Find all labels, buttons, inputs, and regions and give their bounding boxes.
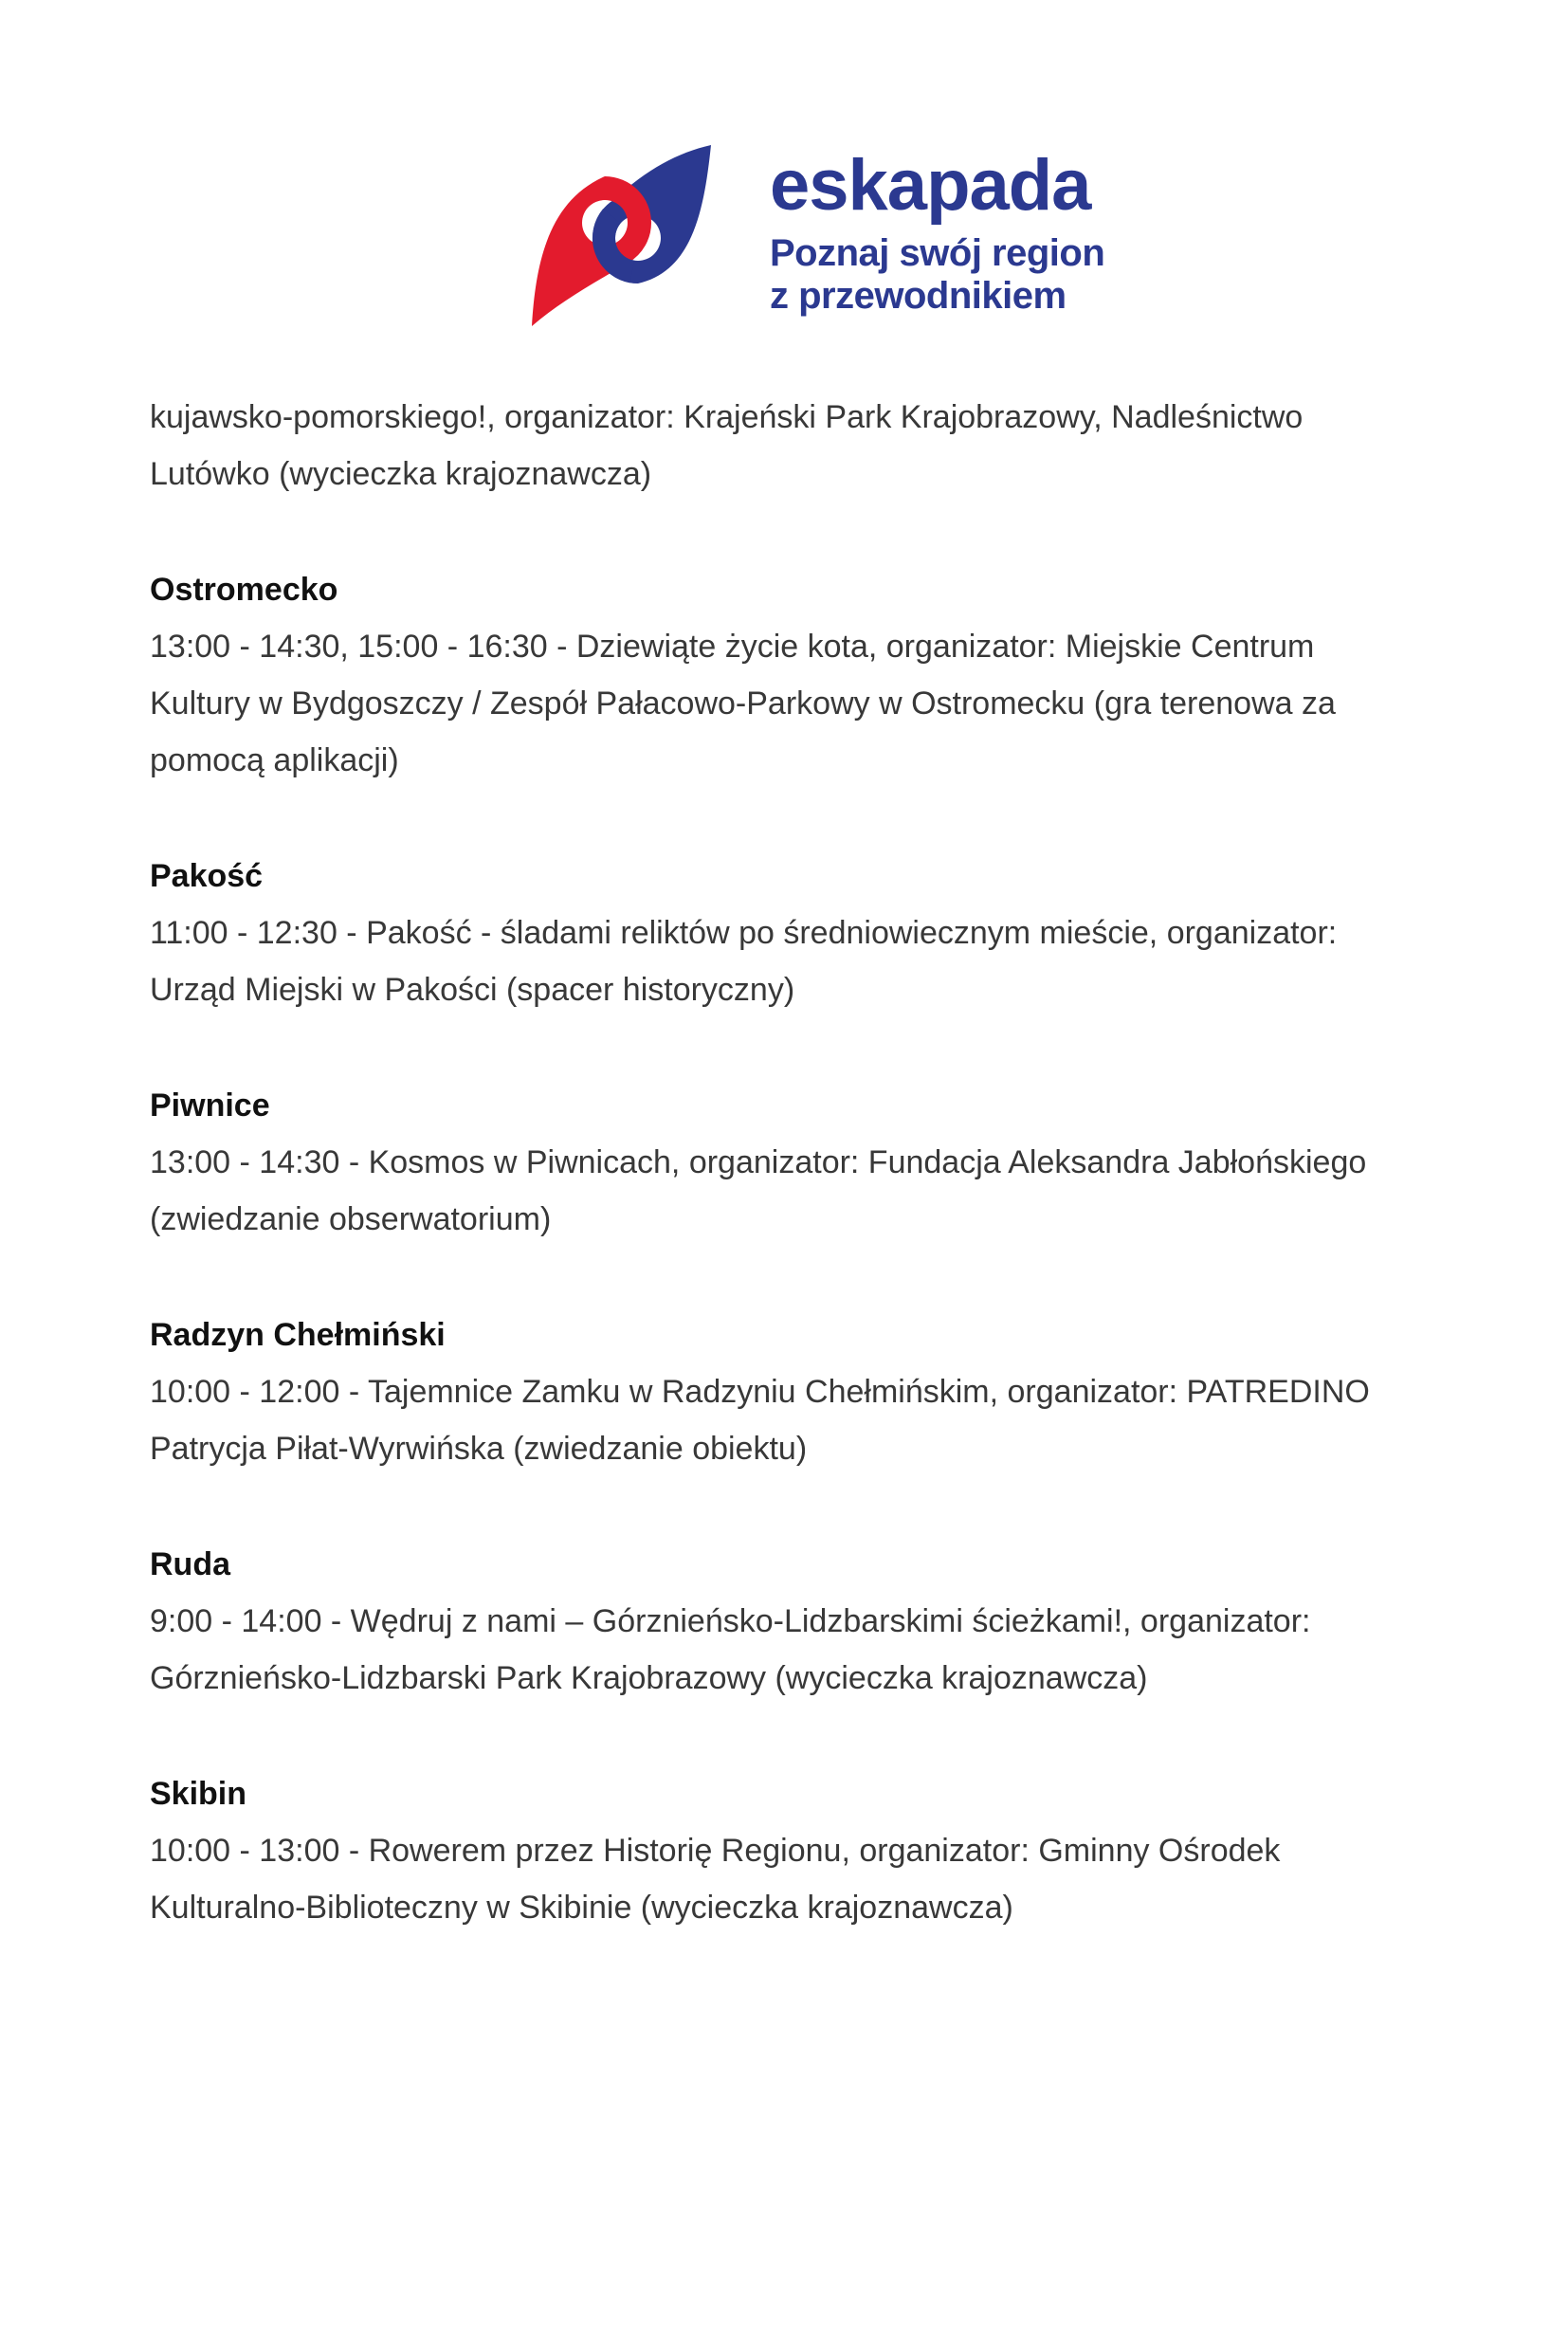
- logo-text: [770, 121, 1104, 318]
- section-heading: Skibin: [150, 1776, 247, 1812]
- section-heading: Piwnice: [150, 1087, 270, 1124]
- intro-paragraph: [150, 389, 1418, 503]
- event-list: [150, 389, 1418, 1936]
- section-skibin: [150, 1765, 1418, 1936]
- section-heading: Ruda: [150, 1546, 230, 1582]
- paragraph-line: Lutówko (wycieczka krajoznawcza): [150, 456, 652, 492]
- section-heading: Radzyn Chełmiński: [150, 1317, 446, 1353]
- logo-red-leaf: [532, 176, 651, 326]
- paragraph-line: kujawsko-pomorskiego!, organizator: Krajeński Park Krajobrazowy, Nadleśnictwo: [150, 399, 1304, 435]
- paragraph-line: 9:00 - 14:00 - Wędruj z nami – Górznieńsko-Lidzbarskimi ścieżkami!, organizator:: [150, 1603, 1311, 1639]
- paragraph-line: Kulturalno-Biblioteczny w Skibinie (wycieczka krajoznawcza): [150, 1890, 1013, 1926]
- paragraph-line: 13:00 - 14:30 - Kosmos w Piwnicach, organizator: Fundacja Aleksandra Jabłońskiego: [150, 1144, 1367, 1180]
- paragraph-line: 11:00 - 12:30 - Pakość - śladami reliktów po średniowiecznym mieście, organizator:: [150, 915, 1338, 951]
- paragraph-line: Patrycja Piłat-Wyrwińska (zwiedzanie obiektu): [150, 1431, 808, 1467]
- paragraph-line: Urząd Miejski w Pakości (spacer historyczny): [150, 972, 795, 1008]
- section-heading: Pakość: [150, 858, 264, 894]
- section-ostromecko: [150, 561, 1418, 789]
- eskapada-logo-mark-icon: [517, 121, 749, 339]
- logo-tagline-line1: Poznaj swój region: [770, 232, 1105, 274]
- paragraph-line: 10:00 - 13:00 - Rowerem przez Historię Regionu, organizator: Gminny Ośrodek: [150, 1833, 1281, 1869]
- paragraph-line: 10:00 - 12:00 - Tajemnice Zamku w Radzyniu Chełmińskim, organizator: PATREDINO: [150, 1374, 1370, 1410]
- paragraph-line: pomocą aplikacji): [150, 742, 399, 778]
- section-piwnice: [150, 1077, 1418, 1248]
- paragraph-line: Kultury w Bydgoszczy / Zespół Pałacowo-Parkowy w Ostromecku (gra terenowa za: [150, 685, 1336, 722]
- section-ruda: [150, 1536, 1418, 1707]
- paragraph-line: 13:00 - 14:30, 15:00 - 16:30 - Dziewiąte życie kota, organizator: Miejskie Centrum: [150, 629, 1315, 665]
- section-pakosc: [150, 848, 1418, 1018]
- logo-tagline-line2: z przewodnikiem: [770, 275, 1067, 317]
- section-heading: Ostromecko: [150, 572, 338, 608]
- section-radzyn-chelminski: [150, 1307, 1418, 1477]
- logo: [517, 121, 1568, 339]
- paragraph-line: Górznieńsko-Lidzbarski Park Krajobrazowy (wycieczka krajoznawcza): [150, 1660, 1148, 1696]
- brand-name: eskapada: [770, 145, 1091, 226]
- paragraph-line: (zwiedzanie obserwatorium): [150, 1201, 552, 1237]
